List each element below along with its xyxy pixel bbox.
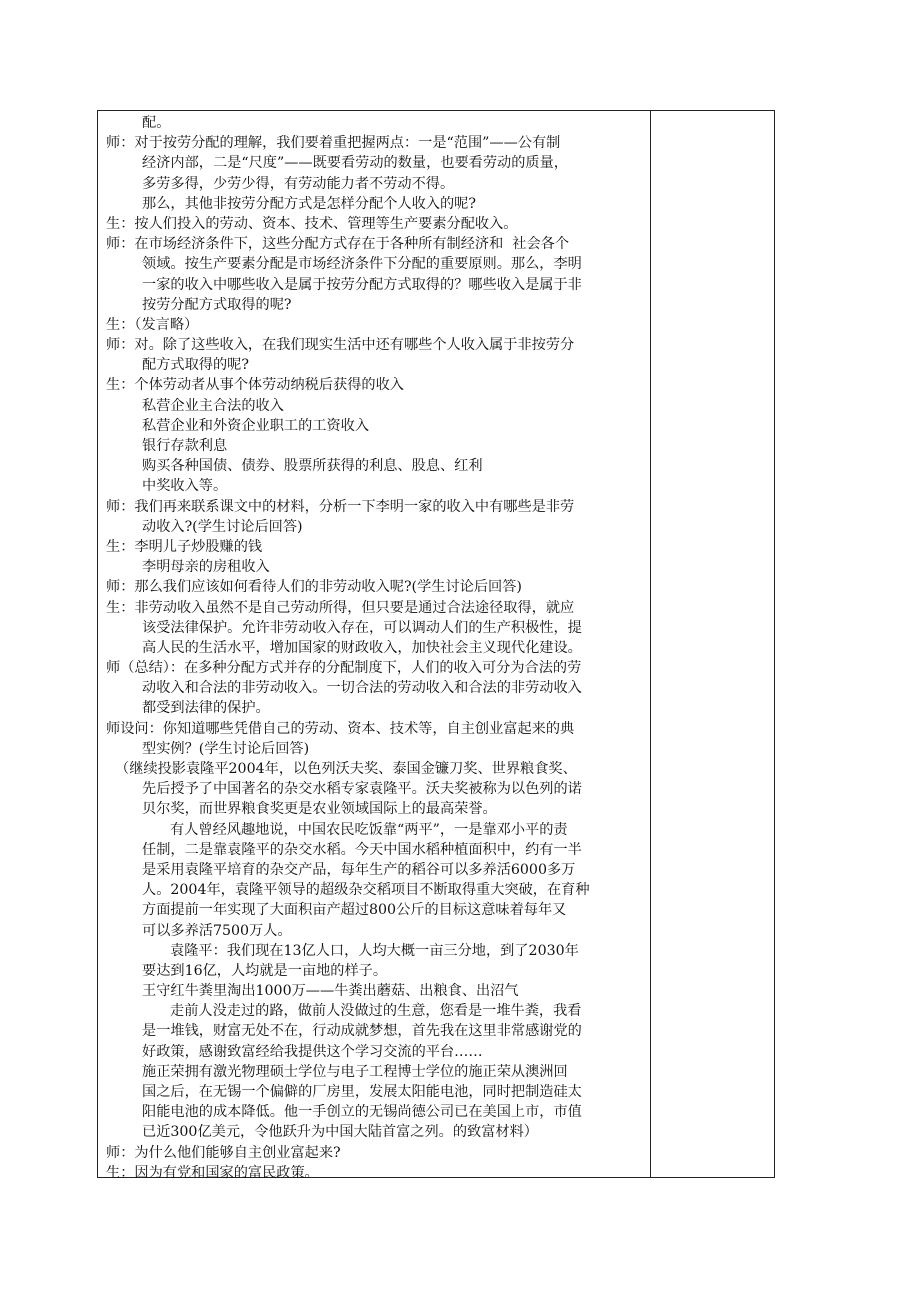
text-line: 中奖收入等。: [142, 478, 228, 495]
text-line: 人。2004年，袁隆平领导的超级杂交稻项目不断取得重大突破，在育种: [142, 882, 590, 899]
text-line: 国之后，在无锡一个偏僻的厂房里，发展太阳能电池，同时把制造硅太: [142, 1084, 582, 1100]
text-line: 师：对于按劳分配的理解，我们要着重把握两点：一是“范围”——公有制: [106, 135, 561, 152]
text-line: 动收入?(学生讨论后回答): [142, 518, 303, 535]
text-line: 私营企业主合法的收入: [142, 397, 284, 414]
text-line: 阳能电池的成本降低。他一手创立的无锡尚德公司已在美国上市，市值: [142, 1104, 582, 1121]
text-line: 走前人没走过的路，做前人没做过的生意，您看是一堆牛粪，我看: [170, 1003, 582, 1020]
text-line: 私营企业和外资企业职工的工资收入: [142, 417, 370, 434]
text-line: 都受到法律的保护。: [142, 700, 270, 717]
text-line: 李明母亲的房租收入: [142, 559, 270, 576]
text-line: 袁隆平：我们现在13亿人口，人均大概一亩三分地，到了2030年: [170, 942, 579, 959]
lesson-content: [106, 113, 651, 1183]
text-line: 购买各种国债、债券、股票所获得的利息、股息、红利: [142, 458, 483, 475]
text-line: 生：非劳动收入虽然不是自己劳动所得，但只要是通过合法途径取得，就应: [106, 599, 575, 616]
text-line: 要达到16亿，人均就是一亩地的样子。: [142, 962, 388, 979]
text-line: 可以多养活7500万人。: [142, 922, 292, 939]
text-line: 师设问：你知道哪些凭借自己的劳动、资本、技术等，自主创业富起来的典: [106, 720, 575, 737]
text-line: 配方式取得的呢?: [142, 357, 249, 374]
text-line: 多劳多得，少劳少得，有劳动能力者不劳动不得。: [142, 175, 455, 192]
text-line: 是采用袁隆平培育的杂交产品，每年生产的稻谷可以多养活6000多万: [142, 861, 576, 878]
text-line: 高人民的生活水平，增加国家的财政收入，加快社会主义现代化建设。: [142, 639, 582, 656]
text-line: 生：个体劳动者从事个体劳动纳税后获得的收入: [106, 377, 404, 394]
text-line: 师：对。除了这些收入，在我们现实生活中还有哪些个人收入属于非按劳分: [106, 337, 575, 354]
text-line: 该受法律保护。允许非劳动收入存在，可以调动人们的生产积极性，提: [142, 619, 582, 636]
text-line: 施正荣拥有激光物理硕士学位与电子工程博士学位的施正荣从澳洲回: [142, 1063, 568, 1080]
text-line: 已近300亿美元，令他跃升为中国大陆首富之列。的致富材料）: [142, 1124, 538, 1141]
text-line: 一家的收入中哪些收入是属于按劳分配方式取得的？哪些收入是属于非: [142, 276, 582, 293]
text-line: 生：因为有党和国家的富民政策。: [106, 1164, 319, 1181]
text-line: 生：按人们投入的劳动、资本、技术、管理等生产要素分配收入。: [106, 215, 518, 232]
text-line: 按劳分配方式取得的呢?: [142, 296, 292, 313]
text-line: 师：那么我们应该如何看待人们的非劳动收入呢?(学生讨论后回答): [106, 579, 522, 596]
text-line: 银行存款利息: [142, 438, 228, 454]
lesson-table: [97, 110, 775, 1181]
text-line: 生：（发言略）: [106, 316, 199, 333]
text-line: 好政策，感谢致富经给我提供这个学习交流的平台……: [142, 1043, 483, 1060]
text-line: 贝尔奖，而世界粮食奖更是农业领域国际上的最高荣誉。: [142, 801, 497, 818]
text-line: 师：在市场经济条件下，这些分配方式存在于各种所有制经济和 社会各个: [106, 236, 570, 253]
text-line: 方面提前一年实现了大面积亩产超过800公斤的目标这意味着每年又: [142, 902, 567, 919]
text-line: 师：我们再来联系课文中的材料，分析一下李明一家的收入中有哪些是非劳: [106, 498, 575, 515]
text-line: 有人曾经风趣地说，中国农民吃饭靠“两平”，一是靠邓小平的责: [170, 821, 568, 838]
text-line: 任制，二是靠袁隆平的杂交水稻。今天中国水稻种植面积中，约有一半: [142, 841, 582, 858]
text-line: 经济内部，二是“尺度”——既要看劳动的数量，也要看劳动的质量，: [142, 155, 568, 172]
text-line: 领域。按生产要素分配是市场经济条件下分配的重要原则。那么，李明: [142, 256, 582, 273]
text-line: 王守红牛粪里淘出1000万——牛粪出蘑菇、出粮食、出沼气: [142, 983, 519, 1000]
text-line: 师（总结）：在多种分配方式并存的分配制度下，人们的收入可分为合法的劳: [106, 660, 582, 677]
text-line: 型实例？(学生讨论后回答): [142, 740, 310, 757]
text-line: 先后授予了中国著名的杂交水稻专家袁隆平。沃夫奖被称为以色列的诺: [142, 781, 582, 798]
text-line: 动收入和合法的非劳动收入。一切合法的劳动收入和合法的非劳动收入: [142, 680, 582, 697]
text-line: 是一堆钱，财富无处不在，行动成就梦想，首先我在这里非常感谢党的: [142, 1023, 582, 1040]
text-line: （继续投影袁隆平2004年，以色列沃夫奖、泰国金镰刀奖、世界粮食奖、: [106, 761, 577, 777]
text-line: 配。: [142, 115, 171, 131]
text-line: 那么，其他非按劳分配方式是怎样分配个人收入的呢?: [142, 195, 476, 212]
text-line: 生：李明儿子炒股赚的钱: [106, 538, 263, 555]
text-line: 师：为什么他们能够自主创业富起来?: [106, 1144, 341, 1161]
